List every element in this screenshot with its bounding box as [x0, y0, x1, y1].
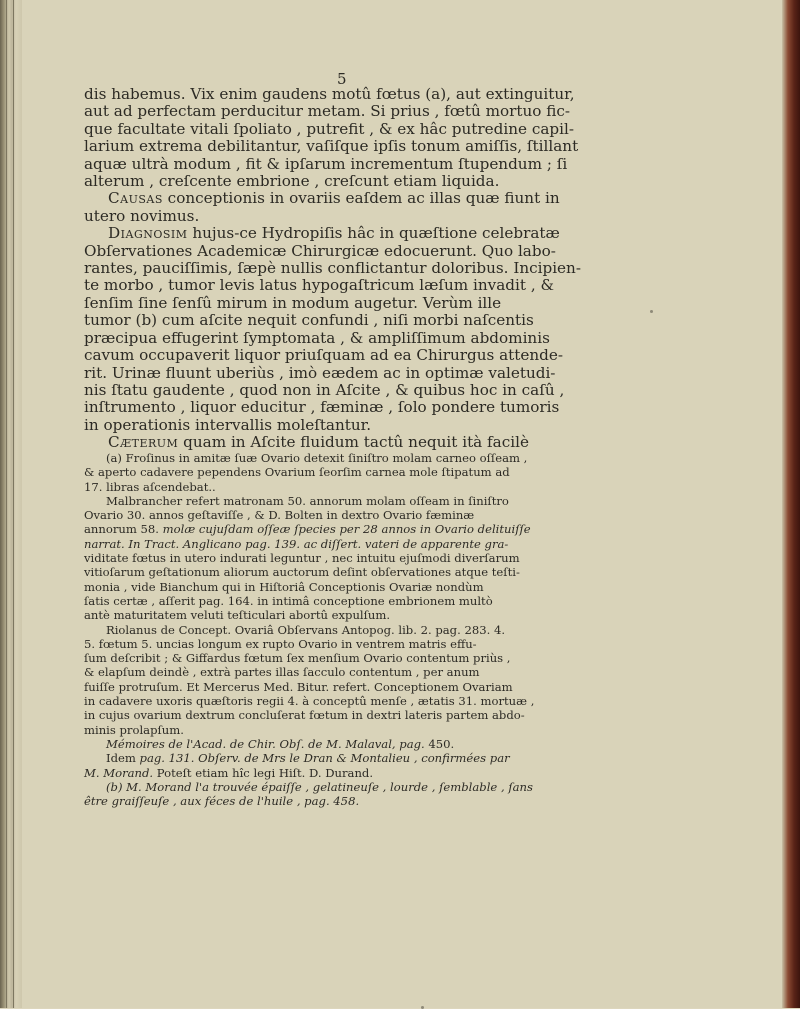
- body-text: [84, 86, 784, 452]
- text-run: alterum , creſcente embrione , creſcunt etiam liquida.: [84, 172, 500, 191]
- footnote-line: [84, 680, 788, 694]
- footnote-line: [84, 465, 788, 479]
- text-run: Causas: [108, 189, 163, 208]
- text-run: ſum deſcribit ; & Giffardus fœtum ſex menſium Ovario contentum priùs ,: [84, 651, 511, 666]
- text-run: Idem: [106, 751, 140, 766]
- text-run: quam in Aſcite fluidum tactû nequit ità facilè: [178, 433, 529, 452]
- body-line: [84, 417, 784, 434]
- body-line: [84, 138, 784, 155]
- body-line: [84, 86, 784, 103]
- text-run: (a) Froſinus in amitæ ſuæ Ovario detexit ſiniſtro molam carneo oſſeam ,: [106, 451, 528, 465]
- footnote-line: [84, 551, 788, 565]
- text-run: molæ cujuſdam oſſeæ ſpecies per 28 annos in Ovario delituiſſe: [162, 522, 531, 537]
- footnote-line: [84, 737, 788, 751]
- footnote-line: [84, 537, 788, 551]
- footnote-line: [84, 508, 788, 522]
- body-line: [84, 121, 784, 138]
- body-line: [84, 260, 784, 277]
- text-run: minis prolapſum.: [84, 722, 184, 737]
- footnote-line: [84, 665, 788, 679]
- footnote-line: [84, 708, 788, 722]
- text-run: Poteſt etiam hîc legi Hiſt. D. Durand.: [153, 765, 374, 780]
- text-run: in operationis intervallis moleſtantur.: [84, 415, 372, 434]
- footnote-line: [84, 594, 788, 608]
- text-run: Ovario 30. annos geſtaviſſe , & D. Bolten in dextro Ovario fæminæ: [84, 508, 475, 523]
- body-line: [84, 225, 784, 242]
- text-run: antè maturitatem veluti teſticulari abortû expulſum.: [84, 608, 391, 623]
- body-line: [84, 190, 784, 207]
- binding-line: [6, 0, 7, 1008]
- text-run: Malbrancher refert matronam 50. annorum molam oſſeam in ſiniſtro: [106, 493, 509, 508]
- text-run: ſenſim ſine ſenſû mirum in modum augetur. Verùm ille: [84, 293, 502, 312]
- footnote-line: [84, 794, 788, 808]
- text-run: in cujus ovarium dextrum concluſerat fœtum in dextri lateris partem abdo-: [84, 708, 525, 723]
- body-line: [84, 399, 784, 416]
- footnote-line: [84, 608, 788, 622]
- footnote-line: [84, 494, 788, 508]
- footnote-line: [84, 480, 788, 494]
- footnote-line: [84, 766, 788, 780]
- text-run: inſtrumento , liquor educitur , fæminæ , ſolo pondere tumoris: [84, 398, 560, 417]
- text-run: hujus-ce Hydropiſis hâc in quæſtione celebratæ: [187, 224, 560, 243]
- text-run: annorum 58.: [84, 522, 163, 537]
- text-run: Riolanus de Concept. Ovariâ Obſervans Antopog. lib. 2. pag. 283. 4.: [106, 622, 506, 637]
- footnote-line: [84, 723, 788, 737]
- body-line: [84, 208, 784, 225]
- text-run: cavum occupaverit liquor priuſquam ad ea Chirurgus attende-: [84, 346, 563, 365]
- body-line: [84, 243, 784, 260]
- footnotes: [84, 451, 788, 808]
- text-run: tumor (b) cum aſcite nequit confundi , niſi morbi naſcentis: [84, 311, 534, 330]
- specks: [650, 310, 653, 313]
- footnote-line: [84, 751, 788, 765]
- text-run: Cæterum: [108, 433, 179, 452]
- body-line: [84, 156, 784, 173]
- body-line: [84, 277, 784, 294]
- text-run: 5. fœtum 5. uncias longum ex rupto Ovario in ventrem matris effu-: [84, 636, 477, 651]
- text-run: præcipua effugerint ſymptomata , & ampliſſimum abdominis: [84, 328, 550, 347]
- text-run: aquæ ultrà modum , fit & ipſarum incrementum ſtupendum ; ſi: [84, 154, 568, 173]
- body-line: [84, 365, 784, 382]
- text-run: & aperto cadavere pependens Ovarium ſeorſim carnea mole ſtipatum ad: [84, 465, 510, 480]
- footnote-line: [84, 451, 788, 465]
- text-run: rantes, pauciſſimis, ſæpè nullis conflictantur doloribus. Incipien-: [84, 259, 581, 278]
- text-run: 450.: [428, 736, 455, 751]
- text-run: M. Morand.: [84, 765, 154, 780]
- footnote-line: [84, 522, 788, 536]
- text-run: & elapſum deindè , extrà partes illas ſacculo contentum , per anum: [84, 665, 480, 680]
- text-run: nis ſtatu gaudente , quod non in Aſcite , & quibus hoc in caſû ,: [84, 380, 565, 399]
- body-line: [84, 295, 784, 312]
- footnote-line: [84, 580, 788, 594]
- text-run: Mémoires de l'Acad. de Chir. Obſ. de M. Malaval, pag.: [106, 736, 429, 751]
- body-line: [84, 330, 784, 347]
- footnote-line: [84, 637, 788, 651]
- text-run: rit. Urinæ fluunt uberiùs , imò eædem ac in optimæ valetudi-: [84, 363, 556, 382]
- text-run: que facultate vitali ſpoliato , putrefit , & ex hâc putredine capil-: [84, 119, 574, 138]
- body-line: [84, 103, 784, 120]
- text-run: Obſervationes Academicæ Chirurgicæ edocuerunt. Quo labo-: [84, 241, 556, 260]
- footnote-line: [84, 780, 788, 794]
- page-number: 5: [337, 70, 347, 88]
- footnote-line: [84, 623, 788, 637]
- footnote-line: [84, 694, 788, 708]
- body-line: [84, 382, 784, 399]
- text-run: être graiſſeuſe , aux féces de l'huile , pag. 458.: [84, 794, 360, 809]
- body-line: [84, 347, 784, 364]
- text-run: ſatis certæ , aſſerit pag. 164. in intimâ conceptione embrionem multò: [84, 593, 493, 608]
- book-binding-edge: [0, 0, 22, 1008]
- text-run: 17. libras aſcendebat..: [84, 479, 216, 494]
- text-run: monia , vide Bianchum qui in Hiſtoriâ Conceptionis Ovariæ nondùm: [84, 579, 484, 594]
- binding-line: [13, 0, 14, 1008]
- text-run: te morbo , tumor levis latus hypogaſtricum læſum invadit , &: [84, 276, 554, 295]
- body-line: [84, 434, 784, 451]
- text-run: vitioſarum geſtationum aliorum auctorum deſint obſervationes atque teſti-: [84, 565, 520, 580]
- text-run: viditate fœtus in utero indurati leguntur , nec intuitu ejuſmodi diverſarum: [84, 551, 520, 566]
- text-run: narrat.: [84, 536, 129, 551]
- text-run: (b) M. Morand l'a trouvée épaiſſe , gelatineuſe , lourde , ſemblable , ſans: [106, 779, 533, 794]
- text-run: Diagnosim: [108, 224, 188, 243]
- text-run: pag. 131. Obſerv. de Mrs le Dran & Montalieu , confirmées par: [139, 751, 510, 766]
- text-run: dis habemus. Vix enim gaudens motû fœtus (a), aut extinguitur,: [84, 85, 575, 103]
- body-line: [84, 173, 784, 190]
- text-run: In Tract. Anglicano pag. 139. ac diſſert. vateri de apparente gra-: [128, 536, 509, 551]
- body-line: [84, 312, 784, 329]
- text-run: in cadavere uxoris quæſtoris regii 4. à conceptû menſe , ætatis 31. mortuæ ,: [84, 694, 535, 709]
- text-run: fuiſſe protruſum. Et Mercerus Med. Bitur. refert. Conceptionem Ovariam: [84, 679, 513, 694]
- text-run: larium extrema debilitantur, vaſiſque ipſis tonum amiſſis, ſtillant: [84, 137, 579, 156]
- footnote-line: [84, 651, 788, 665]
- footnote-line: [84, 565, 788, 579]
- text-run: aut ad perfectam perducitur metam. Si prius , fœtû mortuo fic-: [84, 102, 571, 121]
- text-run: utero novimus.: [84, 206, 200, 225]
- text-run: conceptionis in ovariis eaſdem ac illas quæ fiunt in: [162, 189, 560, 208]
